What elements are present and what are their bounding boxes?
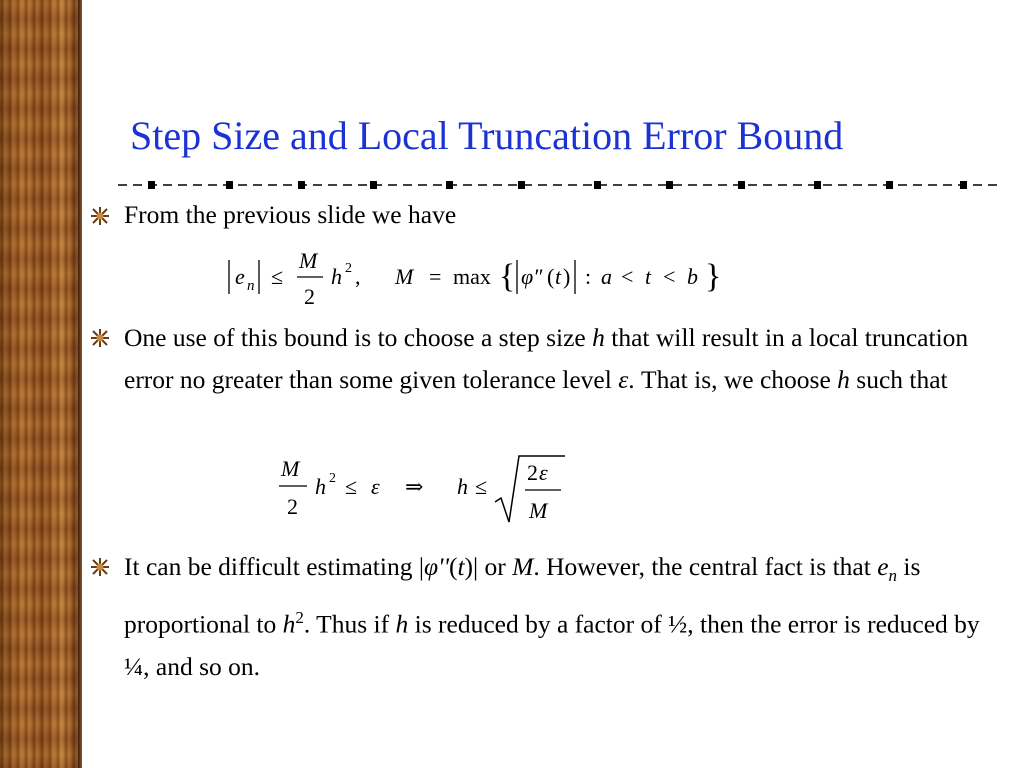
star-bullet-icon <box>90 557 110 577</box>
f2-two2: 2 <box>527 460 538 485</box>
f1-eq: = <box>429 264 442 289</box>
bullet-2-text: One use of this bound is to choose a step size h that will result in a local truncation error no greater than some given tolerance level ε. That is, we choose h such that <box>124 323 969 394</box>
f2-eps: ε <box>371 474 380 499</box>
f1-rp: ) <box>563 264 571 289</box>
f2-implies: ⇒ <box>405 474 424 499</box>
f1-max: max <box>453 264 491 289</box>
f2-M: M <box>281 456 300 481</box>
f2-le: ≤ <box>345 474 358 499</box>
f2-h2: h <box>457 474 468 499</box>
f2-le2: ≤ <box>475 474 488 499</box>
f1-lt2: < <box>663 264 676 289</box>
f1-lt1: < <box>621 264 634 289</box>
f1-lbrace: { <box>499 258 516 295</box>
f1-sq: 2 <box>345 261 352 276</box>
f1-a: a <box>601 264 612 289</box>
f1-t: t <box>555 264 562 289</box>
f1-n: n <box>247 278 255 294</box>
slide-title: Step Size and Local Truncation Error Bound <box>130 113 844 158</box>
star-bullet-icon <box>90 206 110 226</box>
f1-lp: ( <box>547 264 555 289</box>
f1-phi: φ″ <box>521 264 543 289</box>
f2-sq: 2 <box>329 471 336 486</box>
formula-error-bound <box>225 242 735 312</box>
f1-e: e <box>235 264 245 289</box>
f1-comma: , <box>355 264 361 289</box>
star-bullet-icon <box>90 328 110 348</box>
f2-eps2: ε <box>539 460 548 485</box>
f1-M: M <box>299 248 318 273</box>
f1-t2: t <box>645 264 652 289</box>
formula-step-size <box>275 450 575 530</box>
f2-two: 2 <box>287 494 298 519</box>
f1-M2: M <box>395 264 414 289</box>
f2-M2: M <box>529 498 548 523</box>
f1-rbrace: } <box>705 258 722 295</box>
wood-side-panel <box>0 0 78 768</box>
f1-le: ≤ <box>271 264 284 289</box>
bullet-1-line: From the previous slide we have <box>124 200 457 229</box>
wood-panel-edge <box>78 0 82 768</box>
f1-b: b <box>687 264 698 289</box>
bullet-3-text: It can be difficult estimating |φ''(t)| or M. However, the central fact is that $e_n$ is proportional to $h^2$. Thus if h is reduced by a factor of ½, then the error is reduced by ¼, and so on. <box>124 552 980 681</box>
f1-h: h <box>331 264 342 289</box>
bullet-1-text <box>124 194 994 236</box>
f1-two: 2 <box>304 284 315 309</box>
title-divider <box>118 175 998 195</box>
f1-colon: : <box>585 264 592 289</box>
f2-h: h <box>315 474 326 499</box>
